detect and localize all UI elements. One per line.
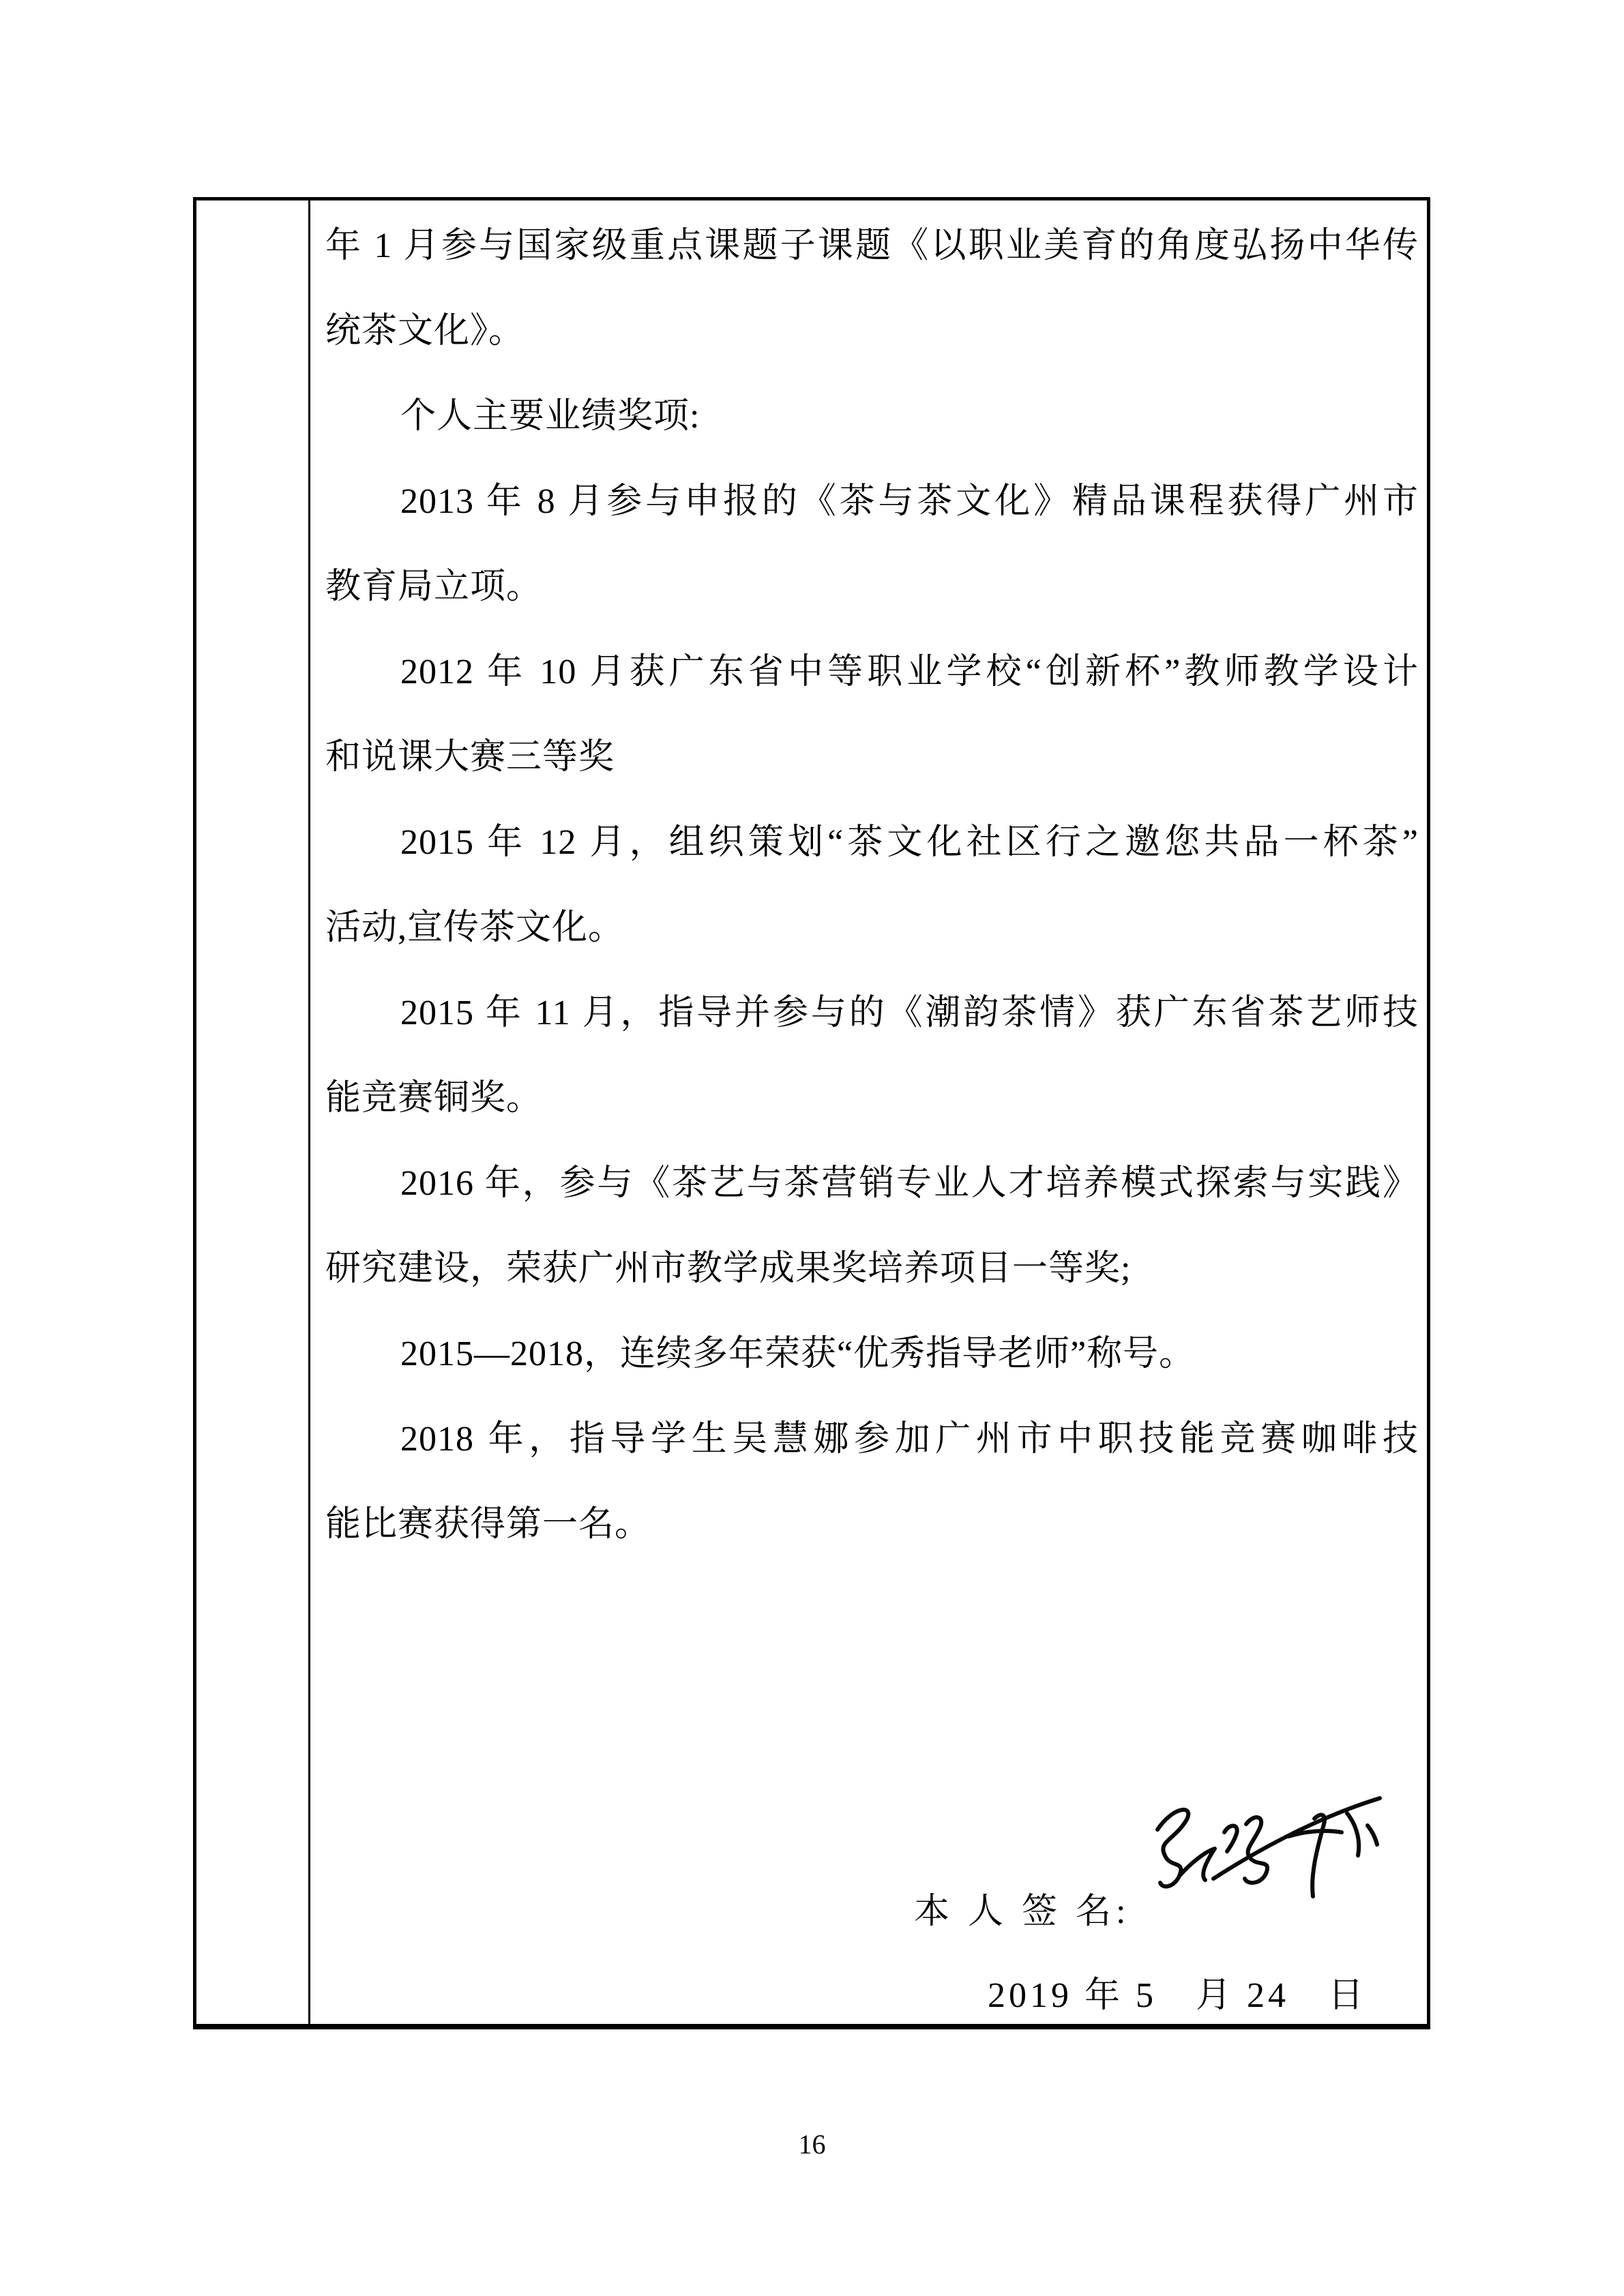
handwritten-signature bbox=[1142, 1783, 1395, 1920]
content-line: 能比赛获得第一名。 bbox=[325, 1505, 651, 1544]
signature-date: 2019 年 5 月 24 日 bbox=[988, 1976, 1368, 2015]
content-line: 个人主要业绩奖项: bbox=[400, 397, 700, 436]
content-line: 教育局立项。 bbox=[325, 567, 543, 606]
content-line: 2015 年 11 月，指导并参与的《潮韵茶情》获广东省茶艺师技 bbox=[400, 994, 1419, 1032]
achievements-table bbox=[193, 197, 1430, 2029]
content-line: 2013 年 8 月参与申报的《茶与茶文化》精品课程获得广州市 bbox=[400, 482, 1419, 521]
content-line: 活动,宣传茶文化。 bbox=[325, 908, 625, 947]
content-line: 年 1 月参与国家级重点课题子课题《以职业美育的角度弘扬中华传 bbox=[325, 226, 1419, 265]
content-line: 和说课大赛三等奖 bbox=[325, 738, 615, 777]
signature-label: 本 人 签 名: bbox=[914, 1892, 1131, 1931]
content-line: 统茶文化》。 bbox=[325, 312, 525, 351]
content-line: 2015 年 12 月，组织策划“茶文化社区行之邀您共品一杯茶” bbox=[400, 823, 1419, 862]
table-label-cell bbox=[196, 200, 310, 2024]
content-line: 能竞赛铜奖。 bbox=[325, 1079, 543, 1118]
content-line: 2016 年，参与《茶艺与茶营销专业人才培养模式探索与实践》 bbox=[400, 1164, 1419, 1203]
content-line: 2015—2018，连续多年荣获“优秀指导老师”称号。 bbox=[400, 1335, 1196, 1373]
content-line: 2018 年，指导学生吴慧娜参加广州市中职技能竞赛咖啡技 bbox=[400, 1420, 1419, 1459]
page-number: 16 bbox=[798, 2129, 826, 2160]
content-line: 2012 年 10 月获广东省中等职业学校“创新杯”教师教学设计 bbox=[400, 653, 1419, 691]
table-content-cell bbox=[310, 200, 1427, 2024]
content-line: 研究建设，荣获广州市教学成果奖培养项目一等奖; bbox=[325, 1249, 1132, 1288]
